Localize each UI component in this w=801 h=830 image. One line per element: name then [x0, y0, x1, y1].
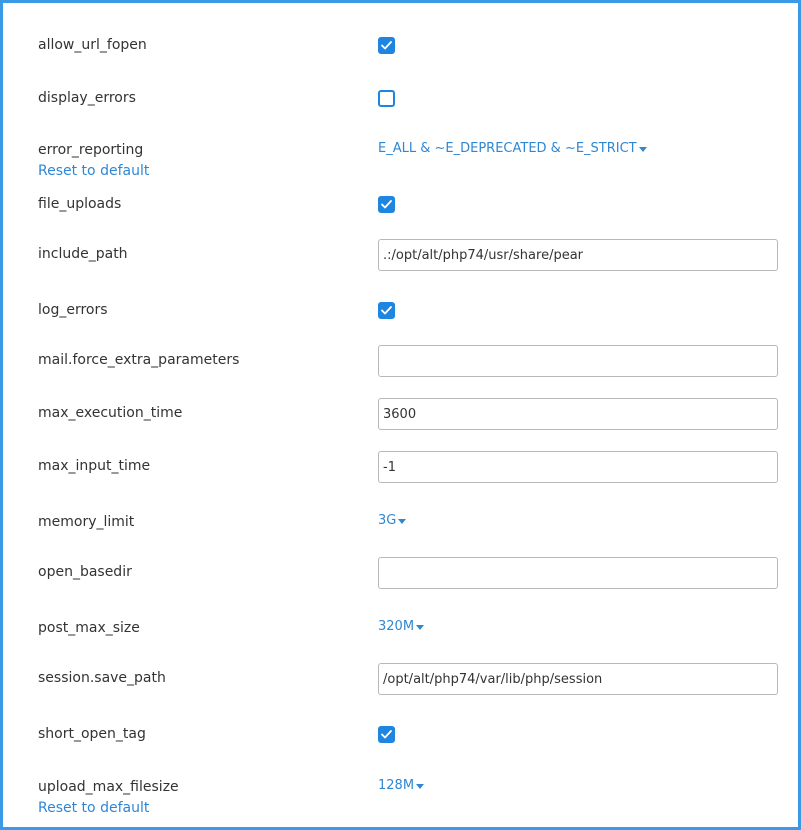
- dropdown-value: 3G: [378, 513, 397, 528]
- setting-label: error_reporting: [38, 142, 144, 158]
- setting-label: upload_max_filesize: [38, 779, 179, 795]
- dropdown-value: E_ALL & ~E_DEPRECATED & ~E_STRICT: [378, 141, 637, 156]
- setting-label: allow_url_fopen: [38, 37, 147, 53]
- upload-max-filesize-dropdown[interactable]: [378, 778, 424, 793]
- setting-label: log_errors: [38, 302, 108, 318]
- mail-force-extra-parameters-input[interactable]: [378, 345, 778, 377]
- include-path-input[interactable]: [378, 239, 778, 271]
- post-max-size-dropdown[interactable]: [378, 619, 424, 634]
- caret-down-icon: [639, 147, 647, 152]
- setting-label: include_path: [38, 246, 128, 262]
- setting-label: max_input_time: [38, 458, 151, 474]
- checkmark-icon: [381, 306, 392, 315]
- file-uploads-checkbox[interactable]: [378, 196, 395, 213]
- checkmark-icon: [381, 730, 392, 739]
- setting-label: max_execution_time: [38, 405, 183, 421]
- dropdown-value: 128M: [378, 778, 415, 793]
- max-execution-time-input[interactable]: [378, 398, 778, 430]
- setting-label: memory_limit: [38, 514, 135, 530]
- setting-label: post_max_size: [38, 620, 140, 636]
- setting-label: mail.force_extra_parameters: [38, 352, 240, 368]
- reset-to-default-link[interactable]: Reset to default: [38, 800, 150, 816]
- allow-url-fopen-checkbox[interactable]: [378, 37, 395, 54]
- short-open-tag-checkbox[interactable]: [378, 726, 395, 743]
- caret-down-icon: [416, 784, 424, 789]
- caret-down-icon: [398, 519, 406, 524]
- checkmark-icon: [381, 41, 392, 50]
- open-basedir-input[interactable]: [378, 557, 778, 589]
- log-errors-checkbox[interactable]: [378, 302, 395, 319]
- max-input-time-input[interactable]: [378, 451, 778, 483]
- checkmark-icon: [381, 200, 392, 209]
- reset-to-default-link[interactable]: Reset to default: [38, 163, 150, 179]
- display-errors-checkbox[interactable]: [378, 90, 395, 107]
- setting-label: short_open_tag: [38, 726, 146, 742]
- setting-label: file_uploads: [38, 196, 122, 212]
- error-reporting-dropdown[interactable]: [378, 141, 647, 156]
- session-save-path-input[interactable]: [378, 663, 778, 695]
- memory-limit-dropdown[interactable]: [378, 513, 406, 528]
- caret-down-icon: [416, 625, 424, 630]
- setting-label: display_errors: [38, 90, 136, 106]
- setting-label: session.save_path: [38, 670, 166, 686]
- setting-label: open_basedir: [38, 564, 132, 580]
- dropdown-value: 320M: [378, 619, 415, 634]
